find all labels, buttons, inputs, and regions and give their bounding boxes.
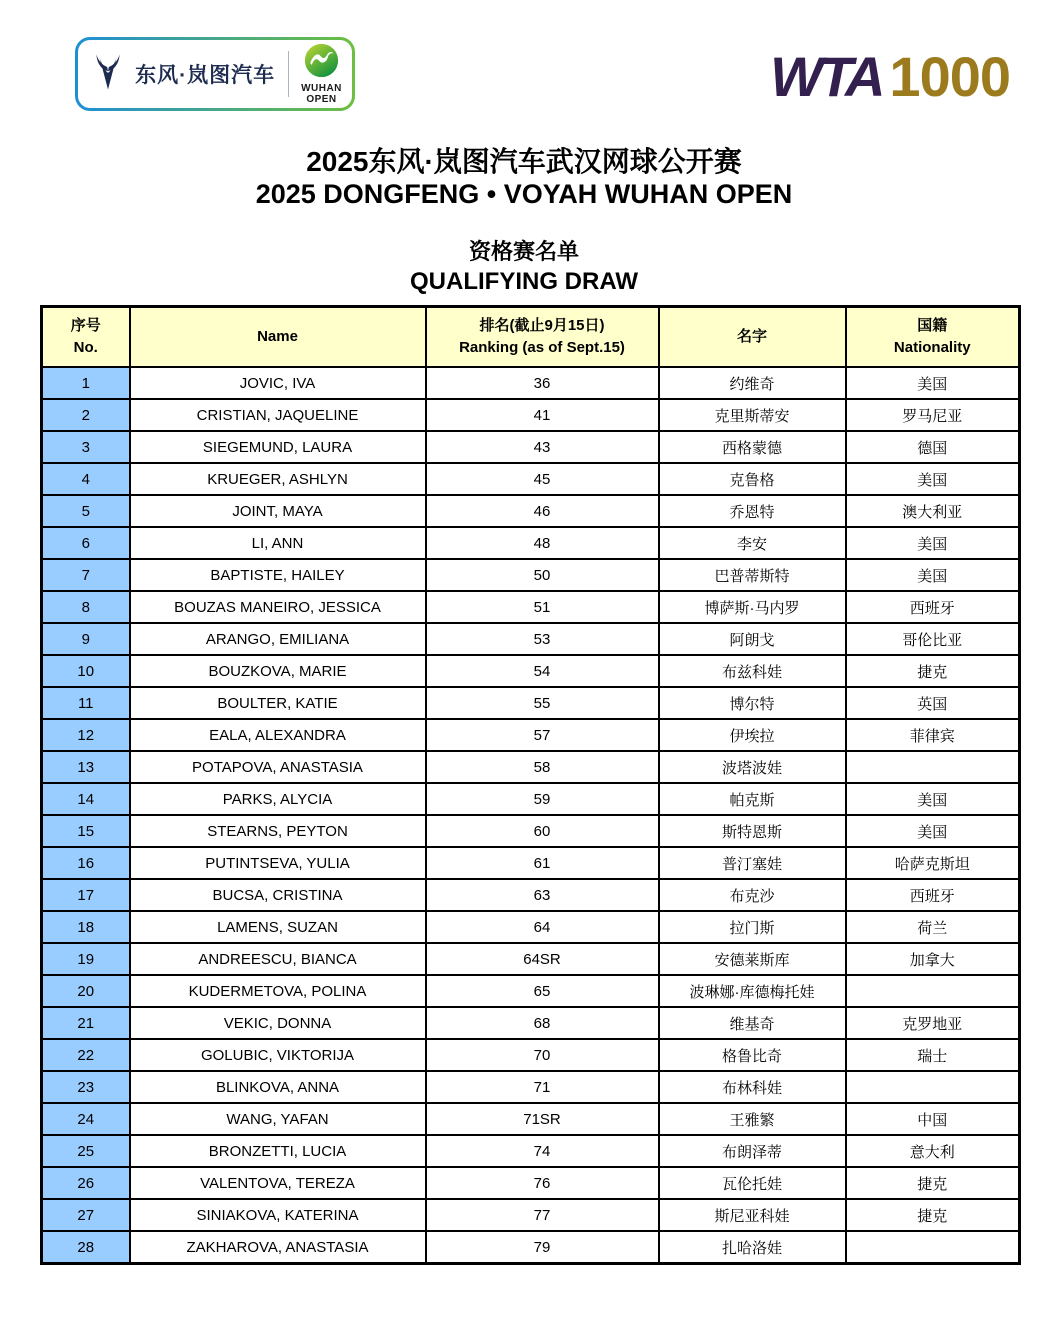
- cell-no: 2: [42, 399, 130, 431]
- cell-ranking: 51: [426, 591, 659, 623]
- cell-no: 22: [42, 1039, 130, 1071]
- cell-no: 27: [42, 1199, 130, 1231]
- cell-no: 13: [42, 751, 130, 783]
- table-header: [42, 307, 1020, 368]
- wuhan-open-logo: [301, 43, 342, 105]
- cell-name-zh: 安德莱斯库: [659, 943, 846, 975]
- cell-name: ZAKHAROVA, ANASTASIA: [130, 1231, 426, 1264]
- qualifying-draw-table: [40, 305, 1021, 1265]
- cell-nationality: 美国: [846, 367, 1020, 399]
- cell-no: 17: [42, 879, 130, 911]
- header-line: No.: [73, 339, 98, 356]
- cell-no: 20: [42, 975, 130, 1007]
- cell-name-zh: 王雅繁: [659, 1103, 846, 1135]
- cell-nationality: 哥伦比亚: [846, 623, 1020, 655]
- player-row: [42, 527, 1020, 559]
- cell-no: 16: [42, 847, 130, 879]
- player-row: [42, 847, 1020, 879]
- cell-ranking: 77: [426, 1199, 659, 1231]
- sponsor-name-text: 东风·岚图汽车: [135, 64, 276, 87]
- cell-no: 6: [42, 527, 130, 559]
- cell-no: 8: [42, 591, 130, 623]
- cell-no: 15: [42, 815, 130, 847]
- player-row: [42, 751, 1020, 783]
- cell-name: JOVIC, IVA: [130, 367, 426, 399]
- wuhan-open-wordmark: WUHAN OPEN: [301, 83, 342, 105]
- cell-name: CRISTIAN, JAQUELINE: [130, 399, 426, 431]
- cell-nationality: 美国: [846, 815, 1020, 847]
- tournament-title-en: 2025 DONGFENG • VOYAH WUHAN OPEN: [255, 179, 793, 210]
- cell-name-zh: 克里斯蒂安: [659, 399, 846, 431]
- cell-ranking: 46: [426, 495, 659, 527]
- cell-name: SINIAKOVA, KATERINA: [130, 1199, 426, 1231]
- cell-no: 3: [42, 431, 130, 463]
- cell-no: 23: [42, 1071, 130, 1103]
- player-row: [42, 495, 1020, 527]
- cell-ranking: 45: [426, 463, 659, 495]
- cell-no: 7: [42, 559, 130, 591]
- cell-name: BLINKOVA, ANNA: [130, 1071, 426, 1103]
- player-row: [42, 591, 1020, 623]
- cell-name-zh: 阿朗戈: [659, 623, 846, 655]
- player-row: [42, 431, 1020, 463]
- cell-nationality: 瑞士: [846, 1039, 1020, 1071]
- cell-name: PUTINTSEVA, YULIA: [130, 847, 426, 879]
- cell-name: LI, ANN: [130, 527, 426, 559]
- wta-tier-1000: 1000: [889, 45, 1010, 108]
- col-header-ranking: [426, 307, 659, 368]
- player-row: [42, 367, 1020, 399]
- cell-no: 10: [42, 655, 130, 687]
- player-row: [42, 943, 1020, 975]
- cell-nationality: 加拿大: [846, 943, 1020, 975]
- cell-ranking: 54: [426, 655, 659, 687]
- cell-name: ANDREESCU, BIANCA: [130, 943, 426, 975]
- tournament-titles: [0, 146, 1048, 211]
- player-row: [42, 911, 1020, 943]
- cell-name-zh: 斯尼亚科娃: [659, 1199, 846, 1231]
- cell-no: 4: [42, 463, 130, 495]
- wta-wordmark: WTA: [770, 45, 882, 108]
- player-row: [42, 1231, 1020, 1264]
- wta-1000-logo: [770, 44, 1010, 109]
- cell-name: GOLUBIC, VIKTORIJA: [130, 1039, 426, 1071]
- cell-name: VALENTOVA, TEREZA: [130, 1167, 426, 1199]
- cell-name-zh: 布兹科娃: [659, 655, 846, 687]
- player-row: [42, 399, 1020, 431]
- draw-subtitle-en: QUALIFYING DRAW: [410, 267, 638, 295]
- cell-no: 9: [42, 623, 130, 655]
- cell-name-zh: 斯特恩斯: [659, 815, 846, 847]
- player-row: [42, 559, 1020, 591]
- cell-nationality: 哈萨克斯坦: [846, 847, 1020, 879]
- cell-name: EALA, ALEXANDRA: [130, 719, 426, 751]
- player-row: [42, 1199, 1020, 1231]
- header-line: 排名(截止9月15日): [479, 316, 605, 334]
- cell-name: BUCSA, CRISTINA: [130, 879, 426, 911]
- cell-no: 21: [42, 1007, 130, 1039]
- cell-name-zh: 克鲁格: [659, 463, 846, 495]
- player-row: [42, 719, 1020, 751]
- cell-nationality: 英国: [846, 687, 1020, 719]
- cell-ranking: 65: [426, 975, 659, 1007]
- cell-ranking: 79: [426, 1231, 659, 1264]
- cell-name-zh: 布朗泽蒂: [659, 1135, 846, 1167]
- cell-nationality: 捷克: [846, 655, 1020, 687]
- cell-name: BRONZETTI, LUCIA: [130, 1135, 426, 1167]
- player-row: [42, 1103, 1020, 1135]
- cell-ranking: 64: [426, 911, 659, 943]
- cell-name-zh: 格鲁比奇: [659, 1039, 846, 1071]
- player-row: [42, 975, 1020, 1007]
- cell-nationality: 美国: [846, 783, 1020, 815]
- cell-ranking: 50: [426, 559, 659, 591]
- header-line: 序号: [70, 316, 101, 334]
- cell-no: 28: [42, 1231, 130, 1264]
- cell-nationality: 罗马尼亚: [846, 399, 1020, 431]
- cell-name-zh: 扎哈洛娃: [659, 1231, 846, 1264]
- cell-name-zh: 巴普蒂斯特: [659, 559, 846, 591]
- cell-name: LAMENS, SUZAN: [130, 911, 426, 943]
- cell-name-zh: 波琳娜·库德梅托娃: [659, 975, 846, 1007]
- cell-name-zh: 普汀塞娃: [659, 847, 846, 879]
- cell-nationality: 意大利: [846, 1135, 1020, 1167]
- draw-subtitles: [0, 238, 1048, 297]
- cell-name-zh: 博萨斯·马内罗: [659, 591, 846, 623]
- cell-ranking: 58: [426, 751, 659, 783]
- cell-name-zh: 波塔波娃: [659, 751, 846, 783]
- cell-no: 1: [42, 367, 130, 399]
- header-line: 名字: [736, 327, 767, 345]
- wuhan-open-ball-icon: [304, 43, 339, 83]
- header-line: 国籍: [917, 316, 948, 334]
- cell-name: SIEGEMUND, LAURA: [130, 431, 426, 463]
- cell-no: 25: [42, 1135, 130, 1167]
- cell-no: 5: [42, 495, 130, 527]
- cell-name-zh: 布克沙: [659, 879, 846, 911]
- col-header-name-zh: [659, 307, 846, 368]
- cell-ranking: 60: [426, 815, 659, 847]
- player-row: [42, 1135, 1020, 1167]
- badge-divider: [288, 51, 289, 97]
- cell-name: KUDERMETOVA, POLINA: [130, 975, 426, 1007]
- player-row: [42, 463, 1020, 495]
- draw-subtitle-zh: 资格赛名单: [468, 239, 579, 264]
- cell-nationality: 美国: [846, 559, 1020, 591]
- cell-ranking: 68: [426, 1007, 659, 1039]
- cell-name: BOULTER, KATIE: [130, 687, 426, 719]
- cell-ranking: 71: [426, 1071, 659, 1103]
- cell-nationality: [846, 975, 1020, 1007]
- cell-nationality: 中国: [846, 1103, 1020, 1135]
- cell-nationality: 克罗地亚: [846, 1007, 1020, 1039]
- player-row: [42, 879, 1020, 911]
- cell-nationality: 澳大利亚: [846, 495, 1020, 527]
- cell-no: 18: [42, 911, 130, 943]
- cell-name: STEARNS, PEYTON: [130, 815, 426, 847]
- cell-no: 12: [42, 719, 130, 751]
- cell-name: ARANGO, EMILIANA: [130, 623, 426, 655]
- cell-ranking: 53: [426, 623, 659, 655]
- cell-nationality: 捷克: [846, 1167, 1020, 1199]
- cell-nationality: [846, 1231, 1020, 1264]
- cell-ranking: 59: [426, 783, 659, 815]
- cell-ranking: 36: [426, 367, 659, 399]
- cell-nationality: 菲律宾: [846, 719, 1020, 751]
- cell-nationality: 西班牙: [846, 879, 1020, 911]
- cell-nationality: 美国: [846, 463, 1020, 495]
- cell-name-zh: 维基奇: [659, 1007, 846, 1039]
- cell-ranking: 48: [426, 527, 659, 559]
- cell-name-zh: 博尔特: [659, 687, 846, 719]
- cell-name-zh: 帕克斯: [659, 783, 846, 815]
- cell-no: 24: [42, 1103, 130, 1135]
- cell-no: 14: [42, 783, 130, 815]
- header-line: Ranking (as of Sept.15): [459, 339, 625, 356]
- cell-name: POTAPOVA, ANASTASIA: [130, 751, 426, 783]
- cell-nationality: 荷兰: [846, 911, 1020, 943]
- player-row: [42, 783, 1020, 815]
- cell-ranking: 55: [426, 687, 659, 719]
- player-row: [42, 655, 1020, 687]
- cell-name-zh: 西格蒙德: [659, 431, 846, 463]
- player-row: [42, 815, 1020, 847]
- cell-name: PARKS, ALYCIA: [130, 783, 426, 815]
- header-line: Nationality: [893, 339, 971, 356]
- cell-nationality: 美国: [846, 527, 1020, 559]
- header-line: Name: [257, 327, 298, 345]
- player-row: [42, 1039, 1020, 1071]
- cell-ranking: 74: [426, 1135, 659, 1167]
- cell-name: BOUZKOVA, MARIE: [130, 655, 426, 687]
- cell-name-zh: 瓦伦托娃: [659, 1167, 846, 1199]
- player-row: [42, 1007, 1020, 1039]
- player-row: [42, 687, 1020, 719]
- cell-name-zh: 乔恩特: [659, 495, 846, 527]
- cell-name-zh: 伊埃拉: [659, 719, 846, 751]
- cell-ranking: 41: [426, 399, 659, 431]
- cell-name: KRUEGER, ASHLYN: [130, 463, 426, 495]
- cell-ranking: 43: [426, 431, 659, 463]
- col-header-no: [42, 307, 130, 368]
- voyah-logo-icon: [88, 53, 128, 96]
- cell-name: WANG, YAFAN: [130, 1103, 426, 1135]
- cell-name-zh: 约维奇: [659, 367, 846, 399]
- cell-name-zh: 李安: [659, 527, 846, 559]
- cell-name: BAPTISTE, HAILEY: [130, 559, 426, 591]
- cell-ranking: 63: [426, 879, 659, 911]
- tournament-title-zh: 2025东风·岚图汽车武汉网球公开赛: [306, 146, 742, 177]
- cell-no: 26: [42, 1167, 130, 1199]
- col-header-name: [130, 307, 426, 368]
- cell-nationality: [846, 751, 1020, 783]
- cell-nationality: 捷克: [846, 1199, 1020, 1231]
- cell-ranking: 57: [426, 719, 659, 751]
- cell-nationality: 西班牙: [846, 591, 1020, 623]
- cell-no: 11: [42, 687, 130, 719]
- player-row: [42, 623, 1020, 655]
- player-row: [42, 1071, 1020, 1103]
- sponsor-badge-inner: [78, 40, 352, 108]
- cell-no: 19: [42, 943, 130, 975]
- cell-ranking: 70: [426, 1039, 659, 1071]
- player-row: [42, 1167, 1020, 1199]
- cell-nationality: 德国: [846, 431, 1020, 463]
- cell-ranking: 64SR: [426, 943, 659, 975]
- cell-ranking: 61: [426, 847, 659, 879]
- cell-name: BOUZAS MANEIRO, JESSICA: [130, 591, 426, 623]
- sponsor-badge: [75, 37, 355, 111]
- cell-name: JOINT, MAYA: [130, 495, 426, 527]
- col-header-nationality: [846, 307, 1020, 368]
- cell-nationality: [846, 1071, 1020, 1103]
- cell-name-zh: 拉门斯: [659, 911, 846, 943]
- cell-name-zh: 布林科娃: [659, 1071, 846, 1103]
- cell-name: VEKIC, DONNA: [130, 1007, 426, 1039]
- cell-ranking: 76: [426, 1167, 659, 1199]
- cell-ranking: 71SR: [426, 1103, 659, 1135]
